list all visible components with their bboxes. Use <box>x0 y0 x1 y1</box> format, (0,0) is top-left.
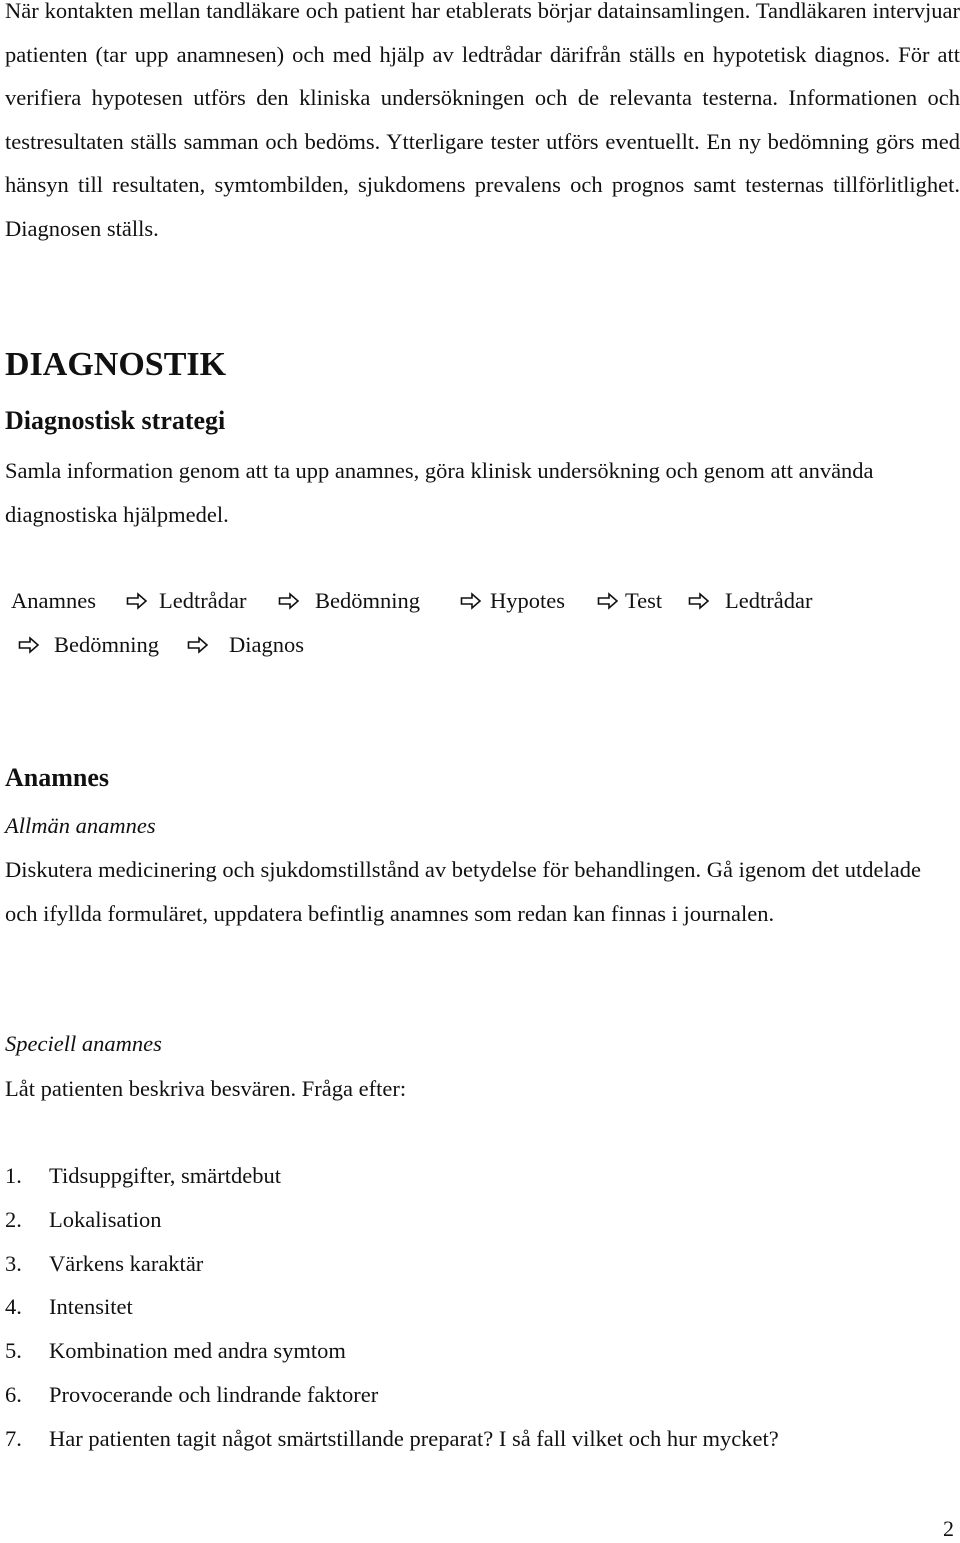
list-item-number: 5. <box>5 1338 22 1364</box>
subheading-diagnostisk-strategi: Diagnostisk strategi <box>5 406 226 435</box>
list-item-number: 7. <box>5 1425 22 1451</box>
list-item-text: Lokalisation <box>49 1206 162 1232</box>
page-number: 2 <box>943 1516 954 1541</box>
flow-step-test: Test <box>625 588 663 613</box>
subheading-allman-anamnes: Allmän anamnes <box>5 813 156 838</box>
intro-paragraph: När kontakten mellan tandläkare och patient har etablerats börjar datainsamlingen. Tandläkaren intervjuar patienten (tar upp anamnesen) och med hjälp av ledtrådar därifrån ställs en hypotetisk diagnos. För att verifiera hypotesen utförs den kliniska undersökningen och de relevanta testerna. Informationen och testresultaten ställs samman och bedöms. Ytterligare tester utförs eventuellt. En ny bedömning görs med hänsyn till resultaten, symtombilden, sjukdomens prevalens och prognos samt testernas tillförlitlighet. Diagnosen ställs. <box>5 0 960 241</box>
list-item-number: 4. <box>5 1294 22 1320</box>
hollow-right-arrow-icon <box>688 579 710 623</box>
list-item-number: 1. <box>5 1163 22 1188</box>
list-item-text: Intensitet <box>49 1294 133 1320</box>
list-item-number: 3. <box>5 1250 22 1276</box>
hollow-right-arrow-icon <box>187 623 209 667</box>
symptom-question-list <box>5 1154 955 1461</box>
speciell-anamnes-paragraph: Låt patienten beskriva besvären. Fråga efter: <box>5 1076 407 1101</box>
list-item <box>5 1242 955 1286</box>
diagnostic-flow-row-2 <box>0 623 960 667</box>
list-item-number: 6. <box>5 1381 22 1407</box>
list-item <box>5 1373 955 1417</box>
flow-step-hypotes: Hypotes <box>490 588 565 613</box>
flow-step-diagnos: Diagnos <box>229 632 304 657</box>
list-item-number: 2. <box>5 1206 22 1232</box>
allman-anamnes-paragraph: Diskutera medicinering och sjukdomstillstånd av betydelse för behandlingen. Gå igenom det utdelade och ifyllda formuläret, uppdatera befintlig anamnes som redan kan finnas i journalen. <box>5 857 922 926</box>
hollow-right-arrow-icon <box>597 579 619 623</box>
section-heading-anamnes: Anamnes <box>5 763 110 792</box>
flow-step-anamnes: Anamnes <box>11 588 96 613</box>
section-heading-diagnostik: DIAGNOSTIK <box>5 346 227 383</box>
list-item <box>5 1154 955 1198</box>
list-item-text: Tidsuppgifter, smärtdebut <box>49 1163 282 1188</box>
flow-step-ledtradar: Ledtrådar <box>159 588 247 613</box>
list-item-text: Har patienten tagit något smärtstillande preparat? I så fall vilket och hur mycket? <box>49 1425 779 1451</box>
flow-step-bedomning-2: Bedömning <box>54 632 159 657</box>
list-item-text: Provocerande och lindrande faktorer <box>49 1381 379 1407</box>
list-item-text: Värkens karaktär <box>49 1250 204 1276</box>
list-item-text: Kombination med andra symtom <box>49 1338 346 1364</box>
list-item <box>5 1417 955 1461</box>
hollow-right-arrow-icon <box>278 579 300 623</box>
flow-step-ledtradar-2: Ledtrådar <box>725 588 813 613</box>
diagnostic-flow-row-1 <box>0 579 960 623</box>
subheading-speciell-anamnes: Speciell anamnes <box>5 1031 162 1056</box>
hollow-right-arrow-icon <box>18 623 40 667</box>
list-item <box>5 1329 955 1373</box>
flow-step-bedomning: Bedömning <box>315 588 420 613</box>
strategy-paragraph: Samla information genom att ta upp anamnes, göra klinisk undersökning och genom att använda diagnostiska hjälpmedel. <box>5 458 874 527</box>
list-item <box>5 1198 955 1242</box>
hollow-right-arrow-icon <box>126 579 148 623</box>
hollow-right-arrow-icon <box>460 579 482 623</box>
list-item <box>5 1285 955 1329</box>
